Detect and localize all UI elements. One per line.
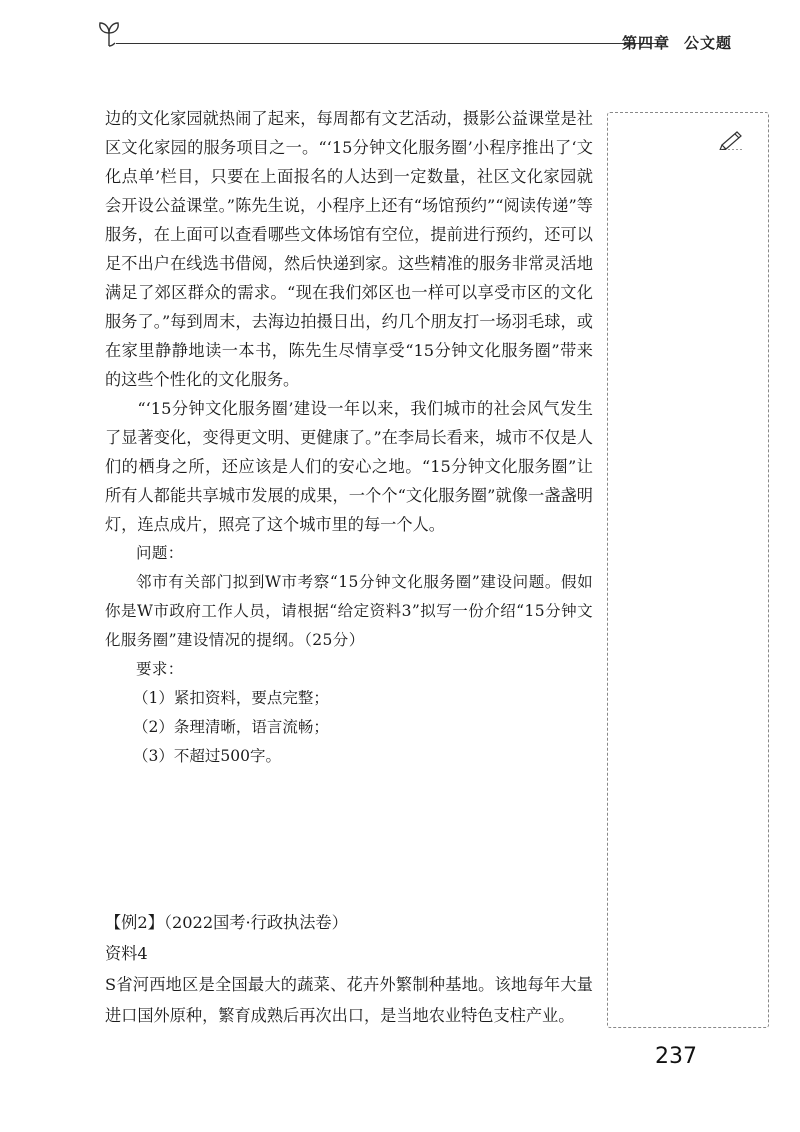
requirement-2: （2）条理清晰，语言流畅； [133, 718, 329, 736]
chapter-label: 第四章 [621, 34, 670, 52]
requirements-label: 要求： [136, 660, 184, 678]
pencil-icon [718, 128, 744, 150]
section-label: 公文题 [683, 34, 732, 52]
header-title [608, 32, 732, 53]
notes-box [607, 112, 769, 1028]
requirement-3: （3）不超过500字。 [133, 747, 281, 765]
material-text: S省河西地区是全国最大的蔬菜、花卉外繁制种基地。该地每年大量进口国外原种，繁育成熟后再次出口，是当地农业特色支柱产业。 [105, 975, 593, 1025]
requirement-1: （1）紧扣资料，要点完整； [133, 689, 329, 707]
header-rule [116, 43, 664, 44]
question-label: 问题： [136, 544, 184, 562]
material-label: 资料4 [105, 944, 148, 963]
paragraph-2: “‘15分钟文化服务圈’建设一年以来，我们城市的社会风气发生了显著变化，变得更文明、更健康了。”在李局长看来，城市不仅是人们的栖身之所，还应该是人们的安心之地。“15分钟文化服务圈”让所有人都能共享城市发展的成果，一个个“文化服务圈”就像一盏盏明灯，连点成片，照亮了这个城市里的每一个人。 [105, 399, 593, 534]
paragraph-1: 边的文化家园就热闹了起来，每周都有文艺活动，摄影公益课堂是社区文化家园的服务项目之一。“‘15分钟文化服务圈’小程序推出了‘文化点单’栏目，只要在上面报名的人达到一定数量，社区文化家园就会开设公益课堂。”陈先生说，小程序上还有“场馆预约”“阅读传递”等服务，在上面可以查看哪些文体场馆有空位，提前进行预约，还可以足不出户在线选书借阅，然后快递到家。这些精准的服务非常灵活地满足了郊区群众的需求。“现在我们郊区也一样可以享受市区的文化服务了。”每到周末，去海边拍摄日出，约几个朋友打一场羽毛球，或在家里静静地读一本书，陈先生尽情享受“15分钟文化服务圈”带来的这些个性化的文化服务。 [105, 109, 593, 389]
page-header [96, 18, 736, 58]
example-section [105, 907, 593, 1031]
page-number: 237 [655, 1044, 697, 1069]
main-content [105, 104, 593, 771]
question-text: 邻市有关部门拟到W市考察“15分钟文化服务圈”建设问题。假如你是W市政府工作人员，请根据“给定资料3”拟写一份介绍“15分钟文化服务圈”建设情况的提纲。（25分） [105, 573, 593, 649]
example-heading: 【例2】（2022国考·行政执法卷） [105, 913, 348, 932]
